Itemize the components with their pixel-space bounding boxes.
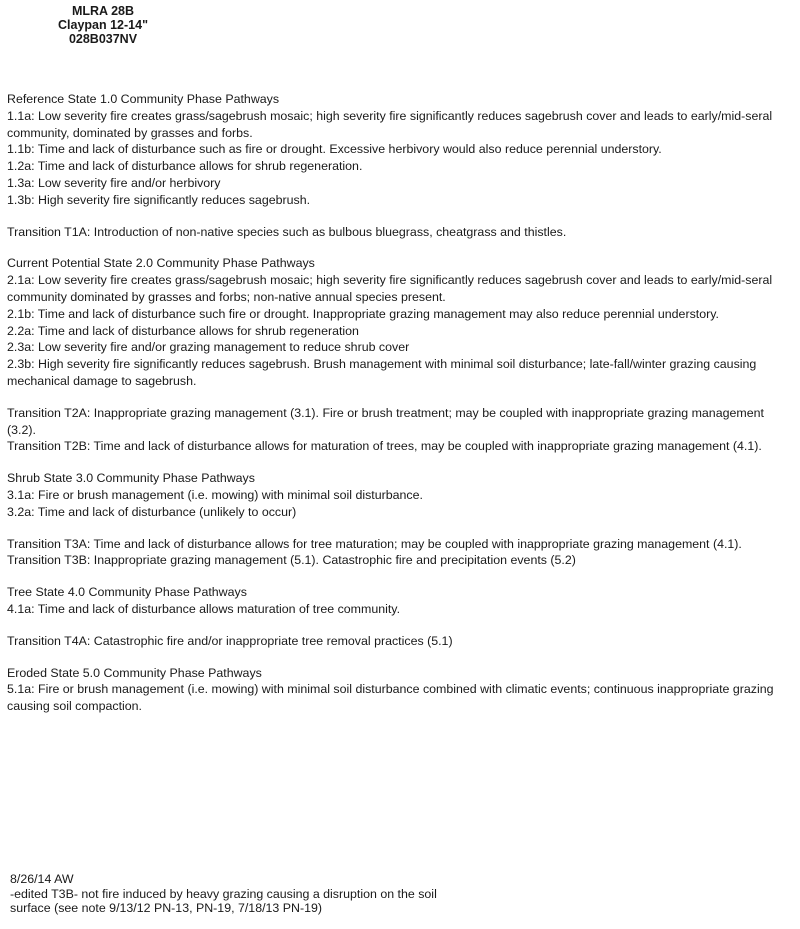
pathway-note: 1.2a: Time and lack of disturbance allows for shrub regeneration. [7,159,363,174]
site-name: Claypan 12-14" [58,18,148,32]
transition-note: Transition T3B: Inappropriate grazing management (5.1). Catastrophic fire and precipitation events (5.2) [7,553,576,568]
transition-t3-section [7,536,793,570]
transition-note: Transition T2B: Time and lack of disturbance allows for maturation of trees, may be coupled with inappropriate grazing management (4.1). [7,439,762,454]
pathway-note: 2.2a: Time and lack of disturbance allows for shrub regeneration [7,323,359,338]
section-heading: Eroded State 5.0 Community Phase Pathways [7,665,262,680]
transition-note: Transition T1A: Introduction of non-native species such as bulbous bluegrass, cheatgrass and thistles. [7,224,567,239]
pathway-note: 2.1b: Time and lack of disturbance such fire or drought. Inappropriate grazing management may also reduce perennial understory. [7,306,719,321]
section-heading: Shrub State 3.0 Community Phase Pathways [7,471,255,486]
pathway-note: 1.3a: Low severity fire and/or herbivory [7,175,221,190]
document-header [38,4,168,46]
transition-note: Transition T3A: Time and lack of disturbance allows for tree maturation; may be coupled with inappropriate grazing management (4.1). [7,536,742,551]
transition-t4-section [7,633,793,650]
pathway-note: 1.1a: Low severity fire creates grass/sagebrush mosaic; high severity fire significantly reduces sagebrush cover and leads to early/mid-seral community, dominated by grasses and forbs. [7,108,773,140]
pathway-note: 3.1a: Fire or brush management (i.e. mowing) with minimal soil disturbance. [7,487,423,502]
pathway-notes [7,91,793,730]
section-heading: Current Potential State 2.0 Community Phase Pathways [7,256,315,271]
mlra-label: MLRA 28B [71,4,135,18]
pathway-note: 4.1a: Time and lack of disturbance allows maturation of tree community. [7,601,401,616]
site-id: 028B037NV [68,32,138,46]
pathway-note: 1.3b: High severity fire significantly reduces sagebrush. [7,192,311,207]
transition-t2-section [7,405,793,455]
reference-state-section [7,91,793,209]
eroded-state-section [7,665,793,715]
current-potential-state-section [7,255,793,389]
edit-date: 8/26/14 AW [10,872,74,886]
transition-t1-section [7,224,793,241]
pathway-note: 2.3a: Low severity fire and/or grazing management to reduce shrub cover [7,340,410,355]
transition-note: Transition T4A: Catastrophic fire and/or inappropriate tree removal practices (5.1) [7,633,453,648]
shrub-state-section [7,470,793,520]
edit-note [10,872,480,916]
pathway-note: 2.3b: High severity fire significantly reduces sagebrush. Brush management with minimal soil disturbance; late-fall/winter grazing causing mechanical damage to sagebrush. [7,357,757,388]
pathway-note: 3.2a: Time and lack of disturbance (unlikely to occur) [7,504,297,519]
pathway-note: 1.1b: Time and lack of disturbance such as fire or drought. Excessive herbivory would also reduce perennial understory. [7,142,662,157]
section-heading: Tree State 4.0 Community Phase Pathways [7,585,247,600]
transition-note: Transition T2A: Inappropriate grazing management (3.1). Fire or brush treatment; may be coupled with inappropriate grazing management (3.2). [7,405,764,437]
pathway-note: 5.1a: Fire or brush management (i.e. mowing) with minimal soil disturbance combined with climatic events; continuous inappropriate grazing causing soil compaction. [7,682,774,714]
section-heading: Reference State 1.0 Community Phase Pathways [7,92,280,106]
tree-state-section [7,584,793,618]
pathway-note: 2.1a: Low severity fire creates grass/sagebrush mosaic; high severity fire significantly reduces sagebrush cover and leads to early/mid-seral community dominated by grasses and forbs; non-native annual species present. [7,273,773,304]
edit-description: -edited T3B- not fire induced by heavy grazing causing a disruption on the soil surface (see note 9/13/12 PN-13, PN-19, 7/18/13 PN-19) [10,886,437,916]
